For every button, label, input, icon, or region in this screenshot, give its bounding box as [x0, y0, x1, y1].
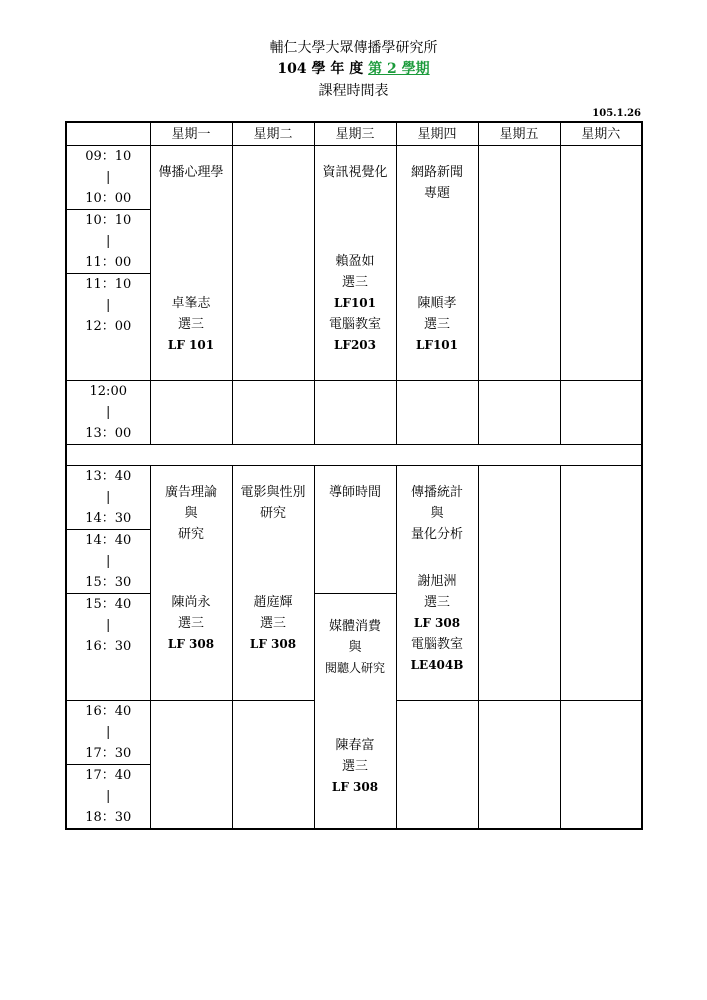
course-wed-am [314, 146, 396, 381]
empty-cell [232, 381, 314, 445]
course-name: 資訊視覺化 [322, 165, 388, 180]
day-thu: 星期四 [396, 122, 478, 146]
empty-cell [150, 381, 232, 445]
time-slot: 09：10 | 10：00 [66, 146, 150, 210]
timetable [65, 121, 643, 830]
schedule-subtitle: 課程時間表 [318, 83, 389, 99]
empty-cell [478, 381, 560, 445]
course-name: 傳播心理學 [158, 165, 224, 180]
divider [66, 445, 642, 466]
course-room-code: LF203 [333, 338, 376, 352]
period-row [66, 146, 642, 210]
course-name-line2: 與 [430, 506, 444, 521]
course-room: LF 308 [249, 637, 297, 651]
course-room: LF 308 [331, 780, 379, 794]
time-slot: 12:00 | 13：00 [66, 381, 150, 445]
day-header-row [66, 122, 642, 146]
empty-cell [478, 701, 560, 830]
course-type: 選三 [423, 595, 450, 610]
empty-cell [478, 146, 560, 381]
university-title: 輔仁大學大眾傳播學研究所 [269, 40, 438, 56]
course-type: 選三 [177, 317, 204, 332]
course-wed-pm-a [314, 466, 396, 594]
course-room-detail: 電腦教室 [410, 637, 463, 652]
empty-cell [314, 381, 396, 445]
course-teacher: 陳春富 [335, 738, 375, 753]
day-tue: 星期二 [232, 122, 314, 146]
time-slot: 13：40 | 14：30 [66, 466, 150, 530]
period-row [66, 466, 642, 530]
course-name-line2: 專題 [423, 186, 450, 201]
course-name-line2: 研究 [259, 506, 286, 521]
course-teacher: 陳尚永 [171, 595, 211, 610]
course-room: LF101 [333, 296, 376, 310]
lunch-row [66, 381, 642, 445]
empty-cell [560, 146, 642, 381]
course-teacher: 卓峯志 [171, 296, 211, 311]
empty-cell [560, 466, 642, 701]
empty-cell [150, 701, 232, 830]
day-mon: 星期一 [150, 122, 232, 146]
day-fri: 星期五 [478, 122, 560, 146]
course-room: LF 308 [167, 637, 215, 651]
course-type: 選三 [423, 317, 450, 332]
course-name: 傳播統計 [410, 485, 463, 500]
time-slot: 11：10 | 12：00 [66, 274, 150, 381]
course-room-detail: 電腦教室 [328, 317, 381, 332]
empty-cell [560, 381, 642, 445]
course-name: 網路新聞 [410, 165, 463, 180]
course-name-line3: 量化分析 [410, 527, 463, 542]
time-slot: 15：40 | 16：30 [66, 594, 150, 701]
day-sat: 星期六 [560, 122, 642, 146]
course-type: 選三 [259, 616, 286, 631]
course-wed-pm-b [314, 594, 396, 830]
year-label: 104 學 年 度 [277, 61, 364, 77]
divider-row [66, 445, 642, 466]
course-mon-am [150, 146, 232, 381]
course-name: 導師時間 [328, 485, 381, 500]
empty-cell [560, 701, 642, 830]
semester-label: 第 2 學期 [368, 61, 430, 77]
course-name-line2: 與 [184, 506, 198, 521]
course-room-code: LE404B [410, 658, 464, 672]
course-name: 媒體消費 [328, 619, 381, 634]
corner-cell [66, 122, 150, 146]
course-thu-am [396, 146, 478, 381]
time-slot: 16：40 | 17：30 [66, 701, 150, 765]
course-thu-pm [396, 466, 478, 701]
course-name-line2: 與 [348, 640, 362, 655]
course-room: LF101 [415, 338, 458, 352]
course-type: 選三 [177, 616, 204, 631]
course-room: LF 308 [413, 616, 461, 630]
empty-cell [396, 701, 478, 830]
issue-date: 105.1.26 [592, 108, 641, 119]
empty-cell [396, 381, 478, 445]
empty-cell [232, 701, 314, 830]
course-teacher: 趙庭輝 [253, 595, 293, 610]
course-tue-pm [232, 466, 314, 701]
course-name-line3: 研究 [177, 527, 204, 542]
course-name: 廣告理論 [164, 485, 217, 500]
time-slot: 14：40 | 15：30 [66, 530, 150, 594]
course-teacher: 賴盈如 [335, 254, 375, 269]
course-type: 選三 [341, 275, 368, 290]
academic-year [0, 58, 707, 78]
time-slot: 10：10 | 11：00 [66, 210, 150, 274]
course-teacher: 謝旭洲 [417, 574, 457, 589]
time-slot: 17：40 | 18：30 [66, 765, 150, 830]
empty-cell [232, 146, 314, 381]
course-teacher: 陳順孝 [417, 296, 457, 311]
course-name-line3: 閱聽人研究 [324, 661, 385, 675]
course-name: 電影與性別 [240, 485, 306, 500]
course-type: 選三 [341, 759, 368, 774]
course-mon-pm [150, 466, 232, 701]
day-wed: 星期三 [314, 122, 396, 146]
empty-cell [478, 466, 560, 701]
course-room: LF 101 [167, 338, 215, 352]
